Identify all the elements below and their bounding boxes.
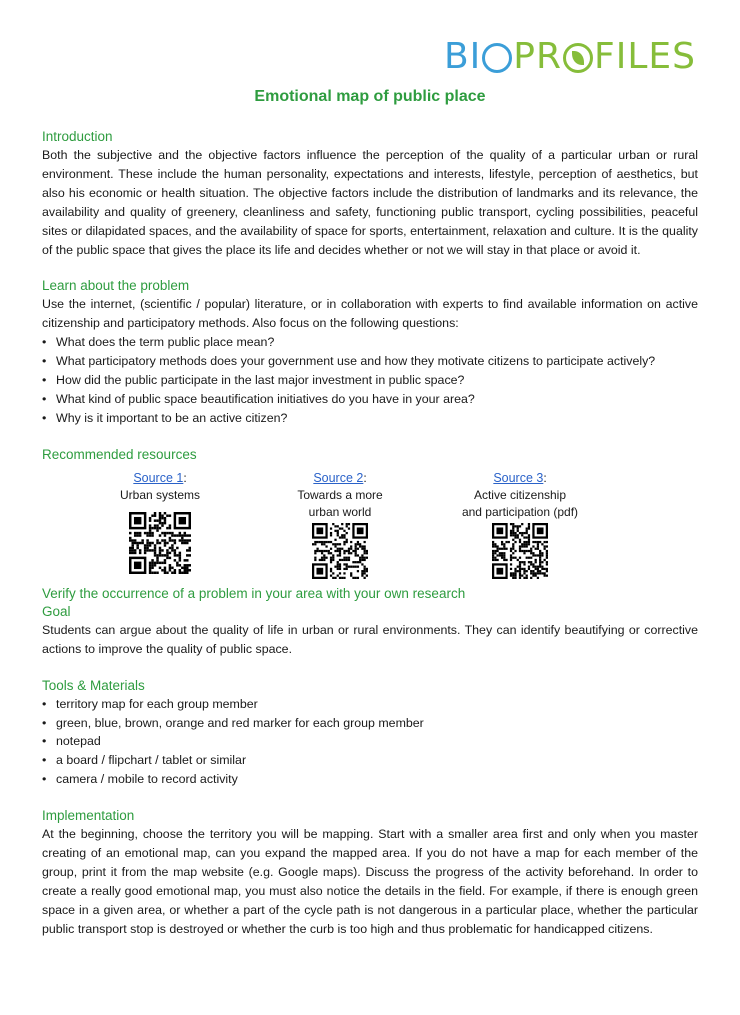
learn-text: Use the internet, (scientific / popular) literature, or in collaboration with experts to find available information on active citizenship and participatory methods. Also focus on the following questions: <box>42 297 698 331</box>
list-item: • What kind of public space beautification initiatives do you have in your area? <box>42 390 698 409</box>
list-item: • How did the public participate in the last major investment in public space? <box>42 371 698 390</box>
goal-heading: Goal <box>42 603 71 619</box>
verify-heading: Verify the occurrence of a problem in your area with your own research <box>42 585 466 601</box>
document-body <box>42 128 698 939</box>
source-1-link[interactable]: Source 1 <box>133 470 184 485</box>
learn-heading: Learn about the problem <box>42 278 190 294</box>
list-item: • territory map for each group member <box>42 695 698 714</box>
list-item: • camera / mobile to record activity <box>42 770 698 789</box>
source-3-link[interactable]: Source 3 <box>493 470 544 485</box>
resources-grid <box>80 470 600 579</box>
resource-3: Source 3: Active citizenship and participation (pdf) <box>440 470 600 579</box>
implementation-text: At the beginning, choose the territory you will be mapping. Start with a smaller area first and only when you master creating of an emotional map, can you expand the mapped area. If you do not have a map for each member of the group, print it from the map website (e.g. Google maps). Discuss the progress of the activity beforehand. In order to create a really good emotional map, you must also notice the details in the field. For example, if there is enough green space in a given area, or whether a part of the cycle path is not dangerous in a particular place, whether the particular public transport stop is destroyed or whether the curb is too high and thus problematic for handicapped citizens. <box>42 827 698 936</box>
qr-code-icon[interactable] <box>312 523 368 579</box>
resource-1: Source 1: Urban systems <box>80 470 240 579</box>
intro-text: Both the subjective and the objective factors influence the perception of the quality of a particular urban or rural environment. These include the human personality, expectations and interests, lifestyle, perception of aesthetics, but also his economic or health situation. The objective factors include the distribution of landmarks and its relevance, the availability and quality of greenery, cleanliness and safety, functioning public transport, cycling possibilities, peaceful sites or dilapidated spaces, and the availability of space for sports, entertainment, relaxation and culture. It is the quality of the public space that gives the place its life and decides whether or not we will stay in that place or avoid it. <box>42 148 698 257</box>
list-item: • What participatory methods does your government use and how they motivate citizens to participate actively? <box>42 352 698 371</box>
resource-1-desc: Urban systems <box>119 487 201 502</box>
qr-code-icon[interactable] <box>129 512 191 574</box>
list-item: • green, blue, brown, orange and red marker for each group member <box>42 714 698 733</box>
questions-list <box>42 333 698 428</box>
intro-heading: Introduction <box>42 129 113 144</box>
qr-code-icon[interactable] <box>492 523 548 579</box>
resource-3-desc-line1: Active citizenship <box>473 487 567 502</box>
page-title: Emotional map of public place <box>254 88 486 105</box>
list-item: • What does the term public place mean? <box>42 333 698 352</box>
resource-2-desc-line1: Towards a more <box>297 487 383 502</box>
logo-leaf-icon <box>563 43 593 73</box>
resource-2-desc-line2: urban world <box>308 504 372 519</box>
tools-heading: Tools & Materials <box>42 677 145 693</box>
logo <box>444 36 696 77</box>
list-item: • Why is it important to be an active citizen? <box>42 409 698 428</box>
source-2-link[interactable]: Source 2 <box>313 470 364 485</box>
list-item: • a board / flipchart / tablet or similar <box>42 751 698 770</box>
logo-text-files: FILES <box>594 36 696 77</box>
logo-text-pr: PR <box>513 36 563 77</box>
tools-list <box>42 695 698 790</box>
list-item: • notepad <box>42 732 698 751</box>
resource-3-desc-line2: and participation (pdf) <box>461 504 579 519</box>
goal-text: Students can argue about the quality of life in urban or rural environments. They can identify beautifying or corrective actions to improve the quality of public space. <box>42 622 698 656</box>
logo-text-bio: BI <box>443 36 482 77</box>
logo-ring-icon <box>482 43 512 73</box>
resources-heading: Recommended resources <box>42 446 197 462</box>
resource-2: Source 2: Towards a more urban world <box>260 470 420 579</box>
implementation-heading: Implementation <box>42 808 135 824</box>
